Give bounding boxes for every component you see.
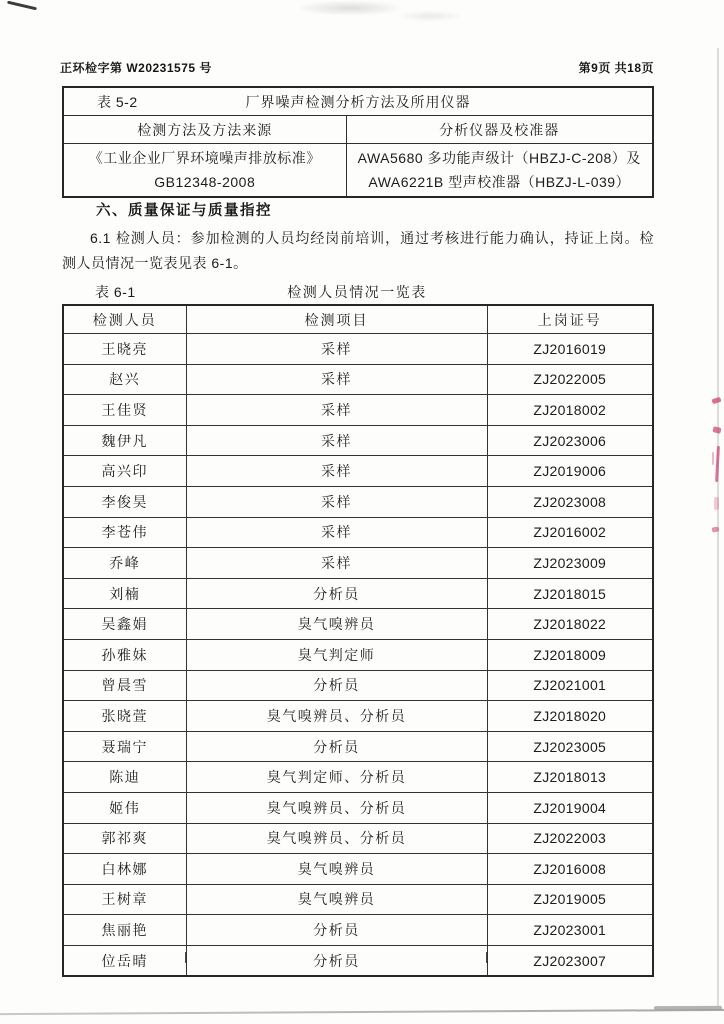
- section-paragraph: [62, 226, 654, 276]
- table-row: [63, 578, 653, 609]
- table-row: [63, 823, 653, 854]
- person-name-cell: 聂瑞宁: [63, 731, 186, 762]
- scan-line-tail: [486, 952, 487, 963]
- certificate-no-cell: ZJ2023007: [487, 945, 653, 976]
- page-indicator: 第9页 共18页: [578, 61, 654, 75]
- table-5-2-title: 厂界噪声检测分析方法及所用仪器: [245, 93, 471, 110]
- certificate-no-cell: ZJ2016019: [487, 334, 653, 365]
- certificate-no-cell: ZJ2018015: [487, 578, 653, 609]
- certificate-no-cell: ZJ2023001: [487, 915, 653, 946]
- table-row: [63, 486, 653, 517]
- person-name-cell: 高兴印: [63, 456, 186, 487]
- table-6-1-caption-row: [62, 282, 652, 302]
- test-item-cell: 分析员: [186, 670, 487, 701]
- table-5-2-caption: 表 5-2: [97, 93, 138, 110]
- table-row: [63, 884, 653, 915]
- column-header-method-source: 检测方法及方法来源: [63, 116, 346, 144]
- certificate-no-cell: ZJ2019006: [487, 456, 653, 487]
- certificate-no-cell: ZJ2018002: [487, 395, 653, 426]
- table-row: [63, 517, 653, 548]
- table-row: [63, 701, 653, 732]
- person-name-cell: 白林娜: [63, 854, 186, 885]
- test-item-cell: 臭气嗅辨员: [186, 854, 487, 885]
- certificate-no-cell: ZJ2023008: [487, 486, 653, 517]
- red-mark: [712, 452, 714, 465]
- certificate-no-cell: ZJ2023005: [487, 731, 653, 762]
- certificate-no-cell: ZJ2019004: [487, 792, 653, 823]
- table-row: [63, 456, 653, 487]
- noise-method-instrument-table: [62, 86, 654, 198]
- person-name-cell: 孙雅妹: [63, 639, 186, 670]
- test-item-cell: 臭气嗅辨员、分析员: [186, 792, 487, 823]
- certificate-no-cell: ZJ2016002: [487, 517, 653, 548]
- table-row: [63, 639, 653, 670]
- doc-number: 正环检字第 W20231575 号: [60, 61, 212, 75]
- test-item-cell: 臭气嗅辨员: [186, 884, 487, 915]
- person-name-cell: 李俊昊: [63, 486, 186, 517]
- certificate-no-cell: ZJ2023006: [487, 425, 653, 456]
- table-row: [63, 334, 653, 365]
- table-row: [63, 609, 653, 640]
- column-header-instrument-calibrator: 分析仪器及校准器: [346, 116, 653, 144]
- certificate-no-cell: ZJ2018013: [487, 762, 653, 793]
- table-row: [63, 548, 653, 579]
- instrument-cell: [346, 144, 653, 198]
- test-item-cell: 采样: [186, 395, 487, 426]
- person-name-cell: 王晓亮: [63, 334, 186, 365]
- person-name-cell: 乔峰: [63, 548, 186, 579]
- table-row: [63, 945, 653, 976]
- scan-line-tail: [185, 952, 186, 963]
- column-header-test-item: 检测项目: [186, 305, 487, 334]
- certificate-no-cell: ZJ2021001: [487, 670, 653, 701]
- scan-page-edge-right: [717, 48, 719, 1006]
- certificate-no-cell: ZJ2016008: [487, 854, 653, 885]
- paragraph-line: 测人员情况一览表见表 6-1。: [62, 255, 248, 271]
- scan-smudge: [395, 10, 465, 22]
- certificate-no-cell: ZJ2018022: [487, 609, 653, 640]
- method-line: 《工业企业厂界环境噪声排放标准》: [88, 150, 321, 166]
- method-cell: [63, 144, 346, 198]
- test-item-cell: 臭气嗅辨员、分析员: [186, 701, 487, 732]
- document-header: [60, 59, 654, 76]
- test-item-cell: 臭气嗅辨员: [186, 609, 487, 640]
- table-row: [63, 364, 653, 395]
- person-name-cell: 陈迪: [63, 762, 186, 793]
- certificate-no-cell: ZJ2018020: [487, 701, 653, 732]
- scan-page-edge-bottom: [0, 1009, 724, 1015]
- person-name-cell: 姬伟: [63, 792, 186, 823]
- personnel-table: [62, 304, 654, 977]
- test-item-cell: 采样: [186, 548, 487, 579]
- test-item-cell: 采样: [186, 334, 487, 365]
- person-name-cell: 吴鑫娟: [63, 609, 186, 640]
- test-item-cell: 分析员: [186, 945, 487, 976]
- person-name-cell: 李苍伟: [63, 517, 186, 548]
- table-5-2-caption-cell: [63, 87, 653, 116]
- test-item-cell: 分析员: [186, 915, 487, 946]
- certificate-no-cell: ZJ2018009: [487, 639, 653, 670]
- table-row: [63, 425, 653, 456]
- test-item-cell: 采样: [186, 517, 487, 548]
- scan-smudge: [295, 0, 405, 16]
- person-name-cell: 刘楠: [63, 578, 186, 609]
- table-header-row: [63, 305, 653, 334]
- table-row: [63, 116, 653, 144]
- scan-page-edge-smudge: [654, 1006, 722, 1010]
- personnel-table-body: [63, 334, 653, 977]
- column-header-certificate-no: 上岗证号: [487, 305, 653, 334]
- certificate-no-cell: ZJ2019005: [487, 884, 653, 915]
- person-name-cell: 张晓萱: [63, 701, 186, 732]
- test-item-cell: 分析员: [186, 578, 487, 609]
- certificate-no-cell: ZJ2022005: [487, 364, 653, 395]
- column-header-person: 检测人员: [63, 305, 186, 334]
- test-item-cell: 采样: [186, 364, 487, 395]
- person-name-cell: 位岳晴: [63, 945, 186, 976]
- section-heading: 六、质量保证与质量指控: [96, 203, 272, 219]
- table-row: [63, 731, 653, 762]
- person-name-cell: 王树章: [63, 884, 186, 915]
- person-name-cell: 赵兴: [63, 364, 186, 395]
- person-name-cell: 曾晨雪: [63, 670, 186, 701]
- table-row: [63, 792, 653, 823]
- table-6-1-title: 检测人员情况一览表: [287, 284, 427, 300]
- certificate-no-cell: ZJ2023009: [487, 548, 653, 579]
- test-item-cell: 采样: [186, 456, 487, 487]
- test-item-cell: 臭气判定师、分析员: [186, 762, 487, 793]
- certificate-no-cell: ZJ2022003: [487, 823, 653, 854]
- table-row: [63, 395, 653, 426]
- person-name-cell: 焦丽艳: [63, 915, 186, 946]
- table-row: [63, 670, 653, 701]
- instrument-line: AWA6221B 型声校准器（HBZJ-L-039）: [368, 174, 631, 190]
- test-item-cell: 分析员: [186, 731, 487, 762]
- test-item-cell: 采样: [186, 486, 487, 517]
- table-row: [63, 87, 653, 116]
- test-item-cell: 臭气判定师: [186, 639, 487, 670]
- person-name-cell: 郭祁爽: [63, 823, 186, 854]
- paragraph-line: 6.1 检测人员：参加检测的人员均经岗前培训，通过考核进行能力确认，持证上岗。检: [90, 230, 654, 246]
- method-line: GB12348-2008: [154, 174, 256, 190]
- person-name-cell: 王佳贤: [63, 395, 186, 426]
- test-item-cell: 采样: [186, 425, 487, 456]
- table-row: [63, 854, 653, 885]
- instrument-line: AWA5680 多功能声级计（HBZJ-C-208）及: [357, 150, 641, 166]
- table-row: [63, 144, 653, 198]
- scan-artifact-topleft-icon: [7, 1, 37, 11]
- table-row: [63, 915, 653, 946]
- table-row: [63, 762, 653, 793]
- person-name-cell: 魏伊凡: [63, 425, 186, 456]
- table-6-1-caption: 表 6-1: [95, 284, 136, 300]
- test-item-cell: 臭气嗅辨员、分析员: [186, 823, 487, 854]
